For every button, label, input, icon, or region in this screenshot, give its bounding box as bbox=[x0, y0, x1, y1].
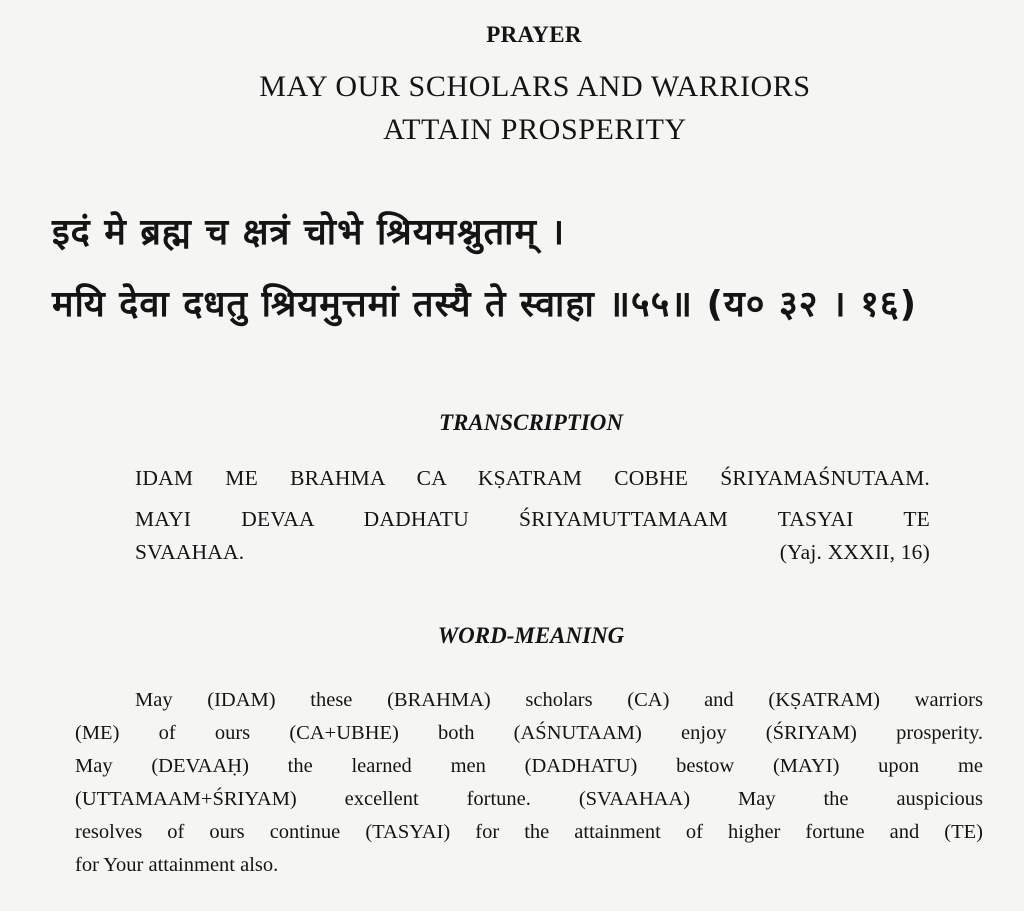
page-heading: PRAYER bbox=[486, 22, 582, 47]
word-meaning-line-6: for Your attainment also. bbox=[75, 854, 279, 876]
word-meaning-line-4: (UTTAMAAM+ŚRIYAM) excellent fortune. (SVAAHAA) May the auspicious bbox=[75, 788, 983, 810]
word-meaning-heading: WORD-MEANING bbox=[437, 623, 625, 648]
sanskrit-verse-line-1: इदं मे ब्रह्म च क्षत्रं चोभे श्रियमश्नुताम् । bbox=[52, 212, 566, 253]
title-line-2: ATTAIN PROSPERITY bbox=[383, 113, 687, 146]
word-meaning-line-1: May (IDAM) these (BRAHMA) scholars (CA) and (KṢATRAM) warriors bbox=[135, 689, 983, 711]
transcription-line-3 bbox=[135, 536, 930, 569]
word-meaning-paragraph bbox=[75, 684, 983, 882]
word-meaning-line-2: (ME) of ours (CA+UBHE) both (AŚNUTAAM) enjoy (ŚRIYAM) prosperity. bbox=[75, 722, 983, 744]
word-meaning-line-3: May (DEVAAḤ) the learned men (DADHATU) bestow (MAYI) upon me bbox=[75, 755, 983, 777]
word-meaning-line-5: resolves of ours continue (TASYAI) for the attainment of higher fortune and (TE) bbox=[75, 821, 983, 843]
transcription-line-2: MAYI DEVAA DADHATU ŚRIYAMUTTAMAAM TASYAI TE bbox=[135, 507, 930, 531]
transcription-heading: TRANSCRIPTION bbox=[438, 410, 624, 435]
transcription-line-3-text: SVAAHAA. bbox=[135, 540, 245, 564]
verse-reference: (Yaj. XXXII, 16) bbox=[779, 540, 930, 564]
transcription-line-1: IDAM ME BRAHMA CA KṢATRAM COBHE ŚRIYAMAŚNUTAAM. bbox=[135, 466, 930, 490]
title-line-1: MAY OUR SCHOLARS AND WARRIORS bbox=[259, 70, 811, 103]
sanskrit-verse-line-2: मयि देवा दधतु श्रियमुत्तमां तस्यै ते स्वाहा ॥५५॥ (य० ३२ । १६) bbox=[52, 284, 918, 325]
